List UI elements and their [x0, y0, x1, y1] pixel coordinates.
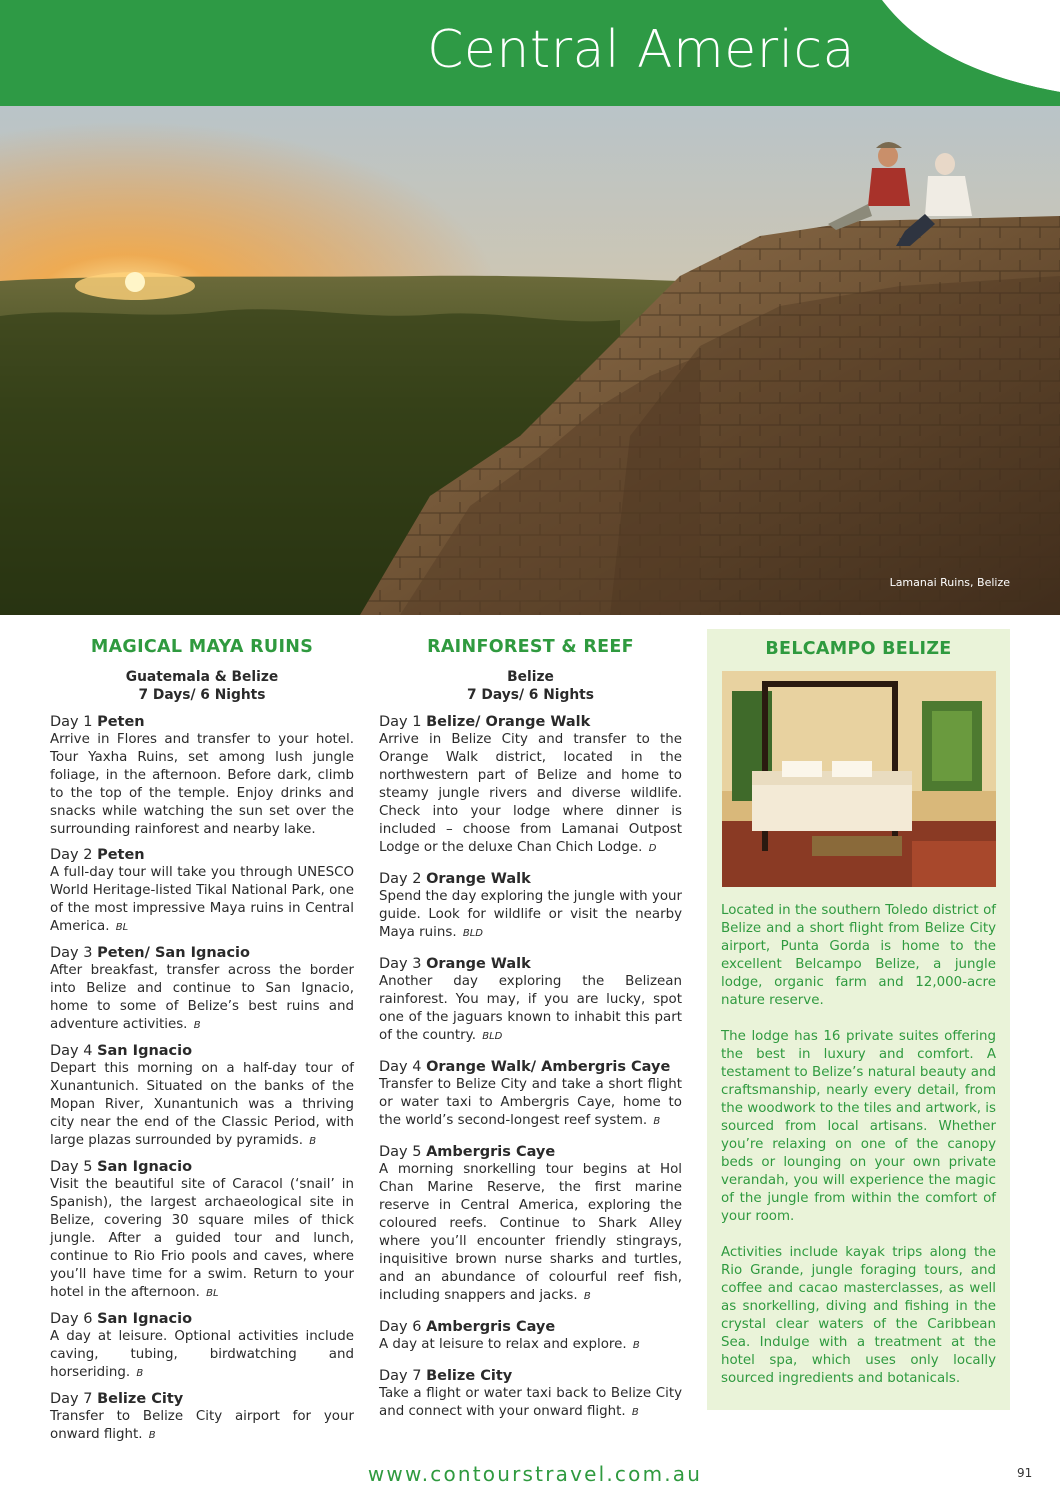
day-place: Belize City — [426, 1368, 513, 1384]
meal-code: B — [632, 1340, 640, 1351]
page-number: 91 — [1017, 1466, 1033, 1480]
day-number: Day 5 — [50, 1159, 93, 1175]
day-text: Depart this morning on a half-day tour of Xunantunich. Situated on the banks of the Mopan River, Xunantunich was a thriving city near the end of the Classic Period, with large plazas surrounded by pyramids. B — [50, 1061, 354, 1148]
day-text: Spend the day exploring the jungle with your guide. Look for wildlife or visit the nearby Maya ruins. BLD — [379, 889, 682, 940]
itinerary-duration: 7 Days/ 6 Nights — [138, 687, 266, 703]
day-text: A full-day tour will take you through UNESCO World Heritage-listed Tikal National Park, one of the most impressive Maya ruins in Central America. BL — [50, 865, 354, 934]
meal-code: BLD — [482, 1031, 503, 1042]
sidebar-text — [721, 902, 996, 1406]
day-place: Ambergris Caye — [426, 1319, 556, 1335]
meal-code: B — [631, 1407, 639, 1418]
day-entry — [379, 955, 682, 1046]
day-text: After breakfast, transfer across the border into Belize and continue to San Ignacio, home to some of Belize’s best ruins and adventure activities. B — [50, 963, 354, 1032]
day-text: Another day exploring the Belizean rainforest. You may, if you are lucky, spot one of the jaguars known to inhabit this part of the country. BLD — [379, 974, 682, 1043]
day-number: Day 1 — [50, 714, 93, 730]
sidebar-paragraph: Activities include kayak trips along the Rio Grande, jungle foraging tours, and coffee and cacao masterclasses, as well as snorkelling, diving and fishing in the crystal clear waters of the Caribbean Sea. Indulge with a treatment at the hotel spa, which uses only locally sourced ingredients and botanicals. — [721, 1245, 996, 1386]
day-number: Day 3 — [379, 956, 422, 972]
day-place: Ambergris Caye — [426, 1144, 556, 1160]
photo-caption: Lamanai Ruins, Belize — [889, 576, 1010, 589]
day-entry — [379, 1367, 682, 1422]
day-text: Take a flight or water taxi back to Belize City and connect with your onward flight. B — [379, 1386, 682, 1419]
itinerary-subtitle — [50, 668, 354, 704]
day-text: A morning snorkelling tour begins at Hol Chan Marine Reserve, the first marine reserve in Central America, exploring the coloured reefs. Continue to Shark Alley where you’ll encounter friendly stingrays, inquisitive brown nurse sharks and turtles, and an abundance of colourful reef fish, including snappers and jacks. B — [379, 1162, 682, 1303]
meal-code: B — [309, 1136, 317, 1147]
hotel-room-photo — [722, 671, 996, 887]
day-text: Transfer to Belize City and take a short flight or water taxi to Ambergris Caye, home to the world’s second-longest reef system. B — [379, 1077, 682, 1128]
day-text: Transfer to Belize City airport for your onward flight. B — [50, 1409, 354, 1442]
website-link[interactable]: www.contourstravel.com.au — [367, 1462, 703, 1486]
day-place: Peten — [97, 714, 145, 730]
day-place: Orange Walk — [426, 871, 531, 887]
itinerary-region: Guatemala & Belize — [125, 669, 279, 685]
day-place: Peten/ San Ignacio — [97, 945, 250, 961]
day-entry — [50, 1042, 354, 1151]
itinerary-title: RAINFOREST & REEF — [427, 637, 634, 657]
day-number: Day 4 — [379, 1059, 422, 1075]
meal-code: B — [148, 1430, 156, 1441]
sidebar-title: BELCAMPO BELIZE — [765, 639, 952, 659]
itinerary-region: Belize — [507, 669, 554, 685]
day-entry — [50, 1158, 354, 1303]
day-entry — [379, 870, 682, 943]
day-place: Belize/ Orange Walk — [426, 714, 591, 730]
itinerary-magical-maya-ruins — [50, 636, 354, 1452]
sidebar-paragraph: Located in the southern Toledo district of Belize and a short flight from Belize City airport, Punta Gorda is home to the excellent Belcampo Belize, a jungle lodge, organic farm and 12,000-acre nature reserve. — [721, 903, 996, 1008]
day-place: Orange Walk — [426, 956, 531, 972]
day-number: Day 2 — [379, 871, 422, 887]
day-number: Day 3 — [50, 945, 93, 961]
day-number: Day 6 — [50, 1311, 93, 1327]
day-number: Day 7 — [50, 1391, 93, 1407]
day-place: San Ignacio — [97, 1043, 193, 1059]
itinerary-duration: 7 Days/ 6 Nights — [467, 687, 594, 703]
meal-code: B — [653, 1116, 661, 1127]
day-text: A day at leisure to relax and explore. B — [379, 1337, 640, 1352]
day-entry — [379, 1143, 682, 1306]
day-text: Arrive in Belize City and transfer to the Orange Walk district, located in the northwestern part of Belize and home to steamy jungle rivers and diverse wildlife. Check into your lodge where dinner is included – choose from Lamanai Outpost Lodge or the deluxe Chan Chich Lodge. D — [379, 732, 682, 855]
meal-code: B — [193, 1020, 201, 1031]
day-entry — [50, 1390, 354, 1445]
meal-code: BLD — [462, 928, 483, 939]
day-entry — [50, 944, 354, 1035]
bedroom-illustration — [722, 671, 996, 887]
meal-code: BL — [206, 1288, 219, 1299]
day-number: Day 7 — [379, 1368, 422, 1384]
page-header — [0, 0, 1060, 106]
page-title: Central America — [427, 20, 855, 80]
itinerary-subtitle — [379, 668, 682, 704]
day-entry — [379, 1318, 682, 1355]
day-entry — [379, 1058, 682, 1131]
lamanai-ruins-photo — [0, 106, 1060, 615]
meal-code: B — [583, 1291, 591, 1302]
hero-photo — [0, 106, 1060, 615]
sidebar-paragraph: The lodge has 16 private suites offering the best in luxury and comfort. A testament to Belize’s natural beauty and craftsmanship, nearly every detail, from the woodwork to the tiles and artwork, is sourced from local artisans. Whether you’re relaxing on one of the canopy beds or lounging on your own private verandah, you will experience the magic of the jungle from within the comfort of your room. — [721, 1029, 996, 1224]
day-place: Orange Walk/ Ambergris Caye — [426, 1059, 671, 1075]
meal-code: B — [136, 1368, 144, 1379]
itinerary-rainforest-reef — [379, 636, 682, 1434]
day-place: Belize City — [97, 1391, 184, 1407]
day-number: Day 2 — [50, 847, 93, 863]
day-text: A day at leisure. Optional activities include caving, tubing, birdwatching and horseriding. B — [50, 1329, 354, 1380]
day-place: San Ignacio — [97, 1311, 193, 1327]
day-number: Day 6 — [379, 1319, 422, 1335]
day-number: Day 1 — [379, 714, 422, 730]
meal-code: D — [648, 843, 657, 854]
day-entry — [50, 713, 354, 839]
day-entry — [379, 713, 682, 858]
day-number: Day 4 — [50, 1043, 93, 1059]
day-entry — [50, 846, 354, 937]
day-number: Day 5 — [379, 1144, 422, 1160]
day-place: Peten — [97, 847, 145, 863]
belcampo-sidebar — [707, 629, 1010, 1410]
itinerary-title: MAGICAL MAYA RUINS — [90, 637, 314, 657]
day-text: Arrive in Flores and transfer to your hotel. Tour Yaxha Ruins, set among lush jungle foliage, in the afternoon. Before dark, climb to the top of the temple. Enjoy drinks and snacks while watching the sun set over the surrounding rainforest and nearby lake. — [50, 732, 354, 837]
day-entry — [50, 1310, 354, 1383]
day-text: Visit the beautiful site of Caracol (‘snail’ in Spanish), the largest archaeological site in Belize, covering 30 square miles of thick jungle. After a guided tour and lunch, continue to Rio Frio pools and caves, where you’ll have time for a swim. Return to your hotel in the afternoon. BL — [50, 1177, 354, 1300]
day-place: San Ignacio — [97, 1159, 193, 1175]
meal-code: BL — [115, 922, 129, 933]
